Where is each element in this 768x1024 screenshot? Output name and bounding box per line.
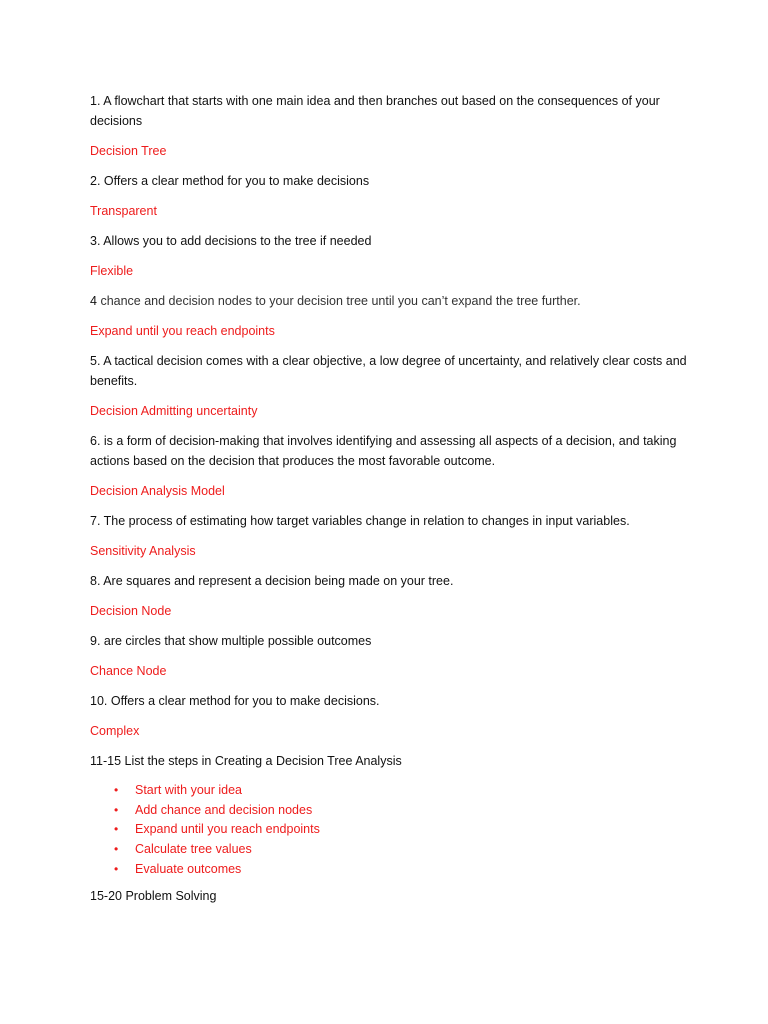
- question-1: 1. A flowchart that starts with one main idea and then branches out based on the consequences of your decisions: [90, 94, 660, 128]
- question-2: 2. Offers a clear method for you to make decisions: [90, 174, 370, 188]
- question-3: 3. Allows you to add decisions to the tree if needed: [90, 234, 372, 248]
- question-4-text: chance and decision nodes to your decision tree until you can’t expand the tree further.: [100, 294, 581, 308]
- step-label: Start with your idea: [135, 783, 242, 797]
- answer-8: Decision Node: [90, 604, 172, 618]
- list-item: [90, 820, 690, 840]
- list-item: [90, 860, 690, 880]
- answer-10: Complex: [90, 724, 140, 738]
- bullet-icon: •: [114, 822, 119, 837]
- question-4-number: 4: [90, 294, 101, 308]
- bullet-icon: •: [114, 783, 119, 797]
- list-item: [90, 781, 690, 801]
- document-body: [90, 91, 690, 916]
- final-heading: 15-20 Problem Solving: [90, 888, 217, 903]
- step-label: Calculate tree values: [135, 842, 252, 857]
- answer-9: Chance Node: [90, 664, 167, 678]
- question-4: [90, 291, 690, 311]
- answer-2: Transparent: [90, 204, 157, 218]
- step-label: Expand until you reach endpoints: [135, 822, 320, 837]
- question-7: 7. The process of estimating how target variables change in relation to changes in input variables.: [90, 514, 630, 528]
- question-9: 9. are circles that show multiple possible outcomes: [90, 634, 372, 648]
- question-10: 10. Offers a clear method for you to make decisions.: [90, 694, 380, 708]
- answer-1: Decision Tree: [90, 144, 167, 158]
- answer-4: Expand until you reach endpoints: [90, 324, 275, 338]
- step-label: Add chance and decision nodes: [135, 802, 313, 817]
- question-6: 6. is a form of decision-making that involves identifying and assessing all aspects of a decision, and taking actions based on the decision that produces the most favorable outcome.: [90, 434, 677, 468]
- list-item: [90, 801, 690, 821]
- list-item: [90, 840, 690, 860]
- answer-5: Decision Admitting uncertainty: [90, 404, 258, 418]
- answer-7: Sensitivity Analysis: [90, 544, 196, 558]
- bullet-icon: •: [114, 802, 119, 817]
- question-5: 5. A tactical decision comes with a clear objective, a low degree of uncertainty, and relatively clear costs and benefits.: [90, 354, 687, 388]
- answer-6: Decision Analysis Model: [90, 484, 225, 498]
- answer-3: Flexible: [90, 264, 134, 278]
- bullet-icon: •: [114, 861, 119, 876]
- question-8: 8. Are squares and represent a decision being made on your tree.: [90, 574, 454, 588]
- step-label: Evaluate outcomes: [135, 861, 242, 876]
- bullet-icon: •: [114, 842, 119, 857]
- steps-list: [90, 781, 690, 880]
- steps-heading: 11-15 List the steps in Creating a Decision Tree Analysis: [90, 754, 402, 768]
